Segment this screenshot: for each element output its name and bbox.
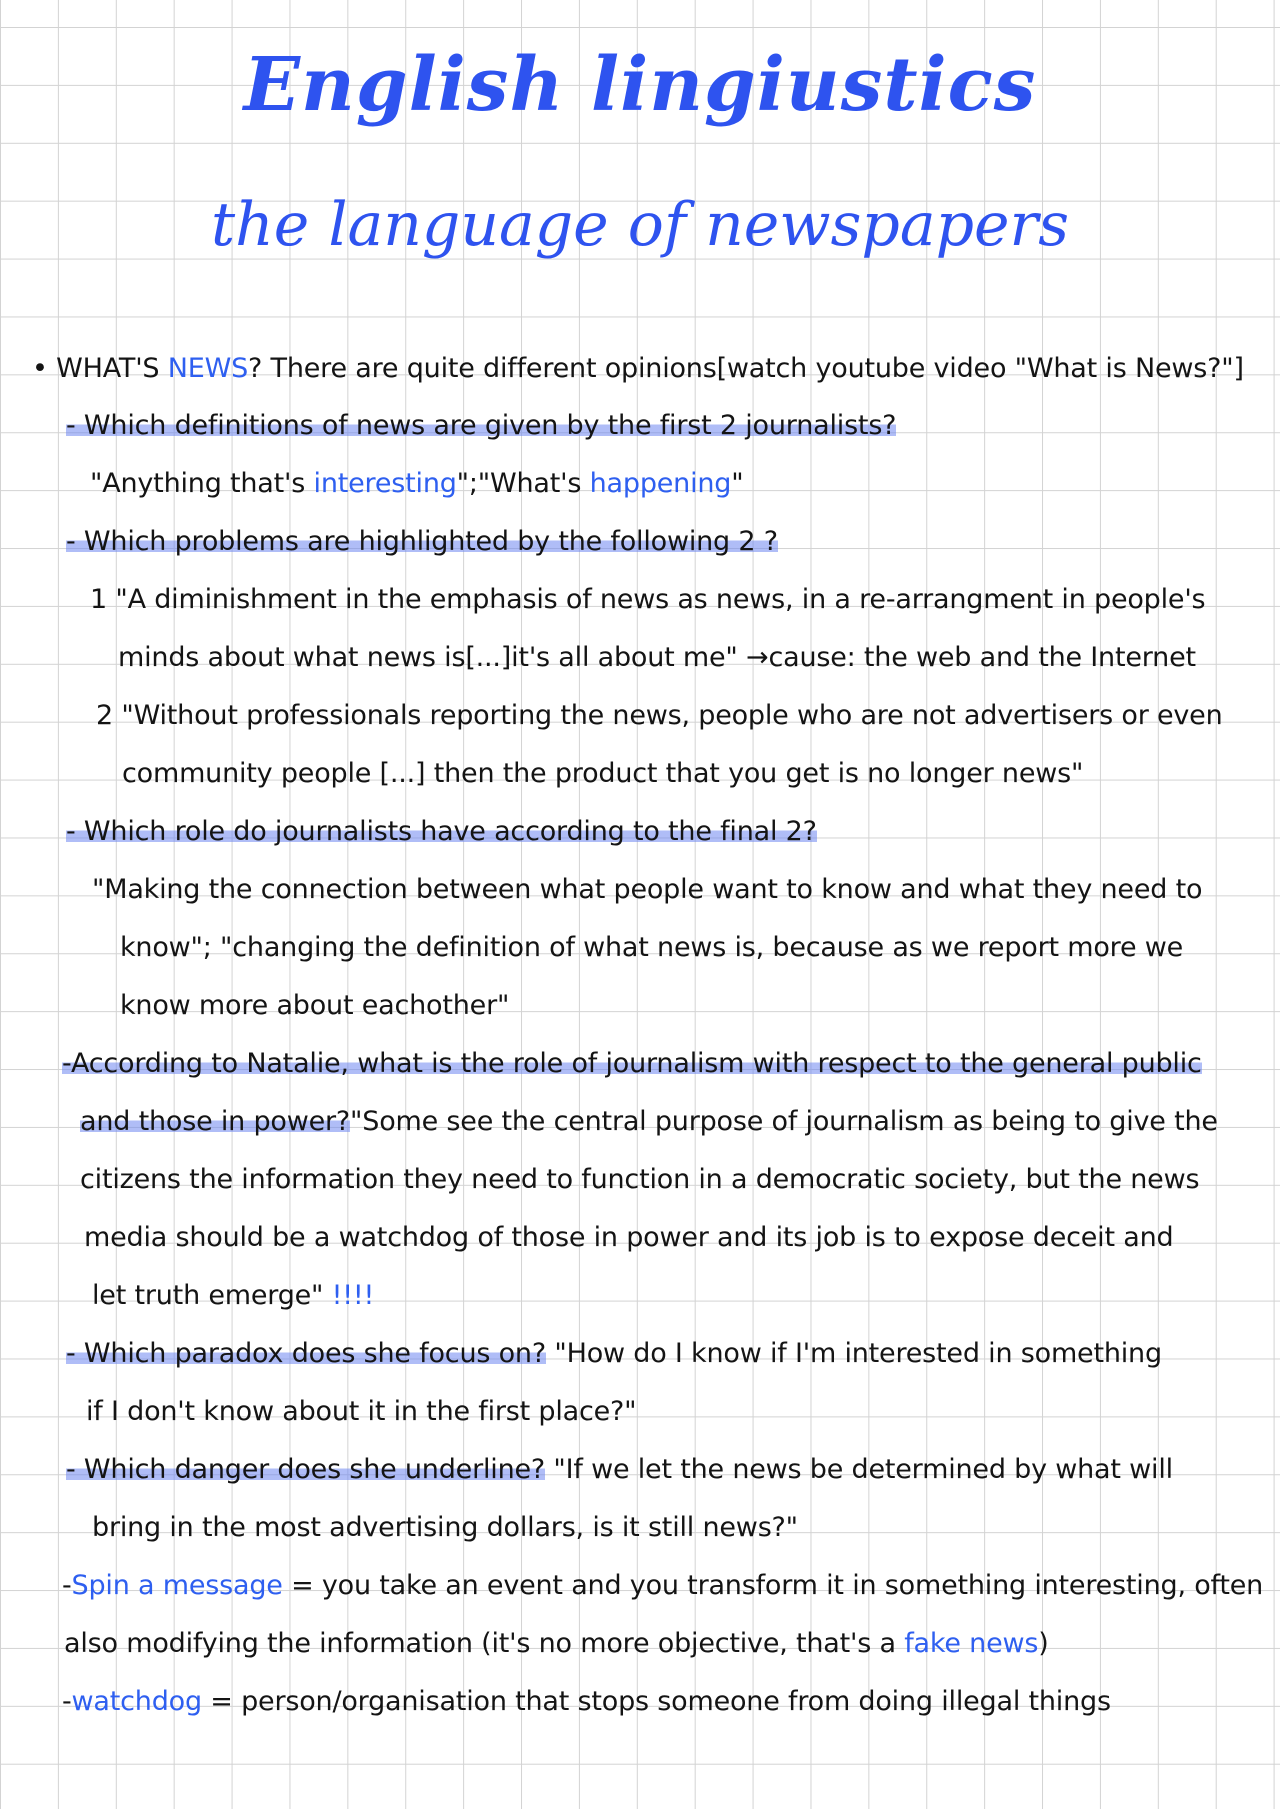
page-title: English lingiustics: [243, 42, 1037, 128]
question-3: - Which role do journalists have according to the final 2?: [66, 816, 817, 847]
question-5: - Which paradox does she focus on? "How do I know if I'm interested in something: [66, 1338, 1162, 1369]
answer-4-line-1: citizens the information they need to function in a democratic society, but the news: [80, 1164, 1200, 1195]
answer-2-item-2: 2 "Without professionals reporting the news, people who are not advertisers or even: [96, 700, 1223, 731]
answer-1: "Anything that's interesting";"What's happening": [90, 468, 744, 499]
term-watchdog: watchdog: [71, 1686, 202, 1717]
answer-6: bring in the most advertising dollars, is it still news?": [92, 1512, 798, 1543]
definition-spin-a-message-cont: also modifying the information (it's no more objective, that's a fake news): [64, 1628, 1049, 1659]
news-intro-line: [32, 351, 1244, 387]
definition-watchdog: -watchdog = person/organisation that stops someone from doing illegal things: [62, 1686, 1111, 1717]
question-2: - Which problems are highlighted by the following 2 ?: [66, 526, 778, 557]
answer-3-line-3: know more about eachother": [120, 990, 510, 1021]
news-intro-text: ? There are quite different opinions[watch youtube video "What is News?"]: [248, 353, 1244, 384]
term-fake-news: fake news: [904, 1628, 1039, 1659]
answer-4-line-3: let truth emerge" !!!!: [92, 1280, 375, 1311]
answer-2-item-1-cont: minds about what news is[...]it's all about me" →cause: the web and the Internet: [118, 642, 1196, 673]
question-6: - Which danger does she underline? "If we let the news be determined by what will: [66, 1454, 1173, 1485]
term-spin-a-message: Spin a message: [71, 1570, 283, 1601]
news-keyword: NEWS: [167, 353, 249, 384]
question-4: -According to Natalie, what is the role of journalism with respect to the general public: [62, 1048, 1202, 1079]
question-1: - Which definitions of news are given by the first 2 journalists?: [66, 410, 897, 441]
answer-4-line-2: media should be a watchdog of those in power and its job is to expose deceit and: [84, 1222, 1174, 1253]
page-subtitle: the language of newspapers: [210, 190, 1070, 260]
answer-2-item-2-cont: community people [...] then the product that you get is no longer news": [122, 758, 1084, 789]
news-heading: WHAT'S: [56, 353, 168, 384]
keyword-happening: happening: [589, 468, 732, 499]
question-4-cont: and those in power?"Some see the central purpose of journalism as being to give the: [80, 1106, 1218, 1137]
bullet: •: [32, 353, 48, 384]
answer-5: if I don't know about it in the first place?": [86, 1396, 637, 1427]
answer-2-item-1: 1 "A diminishment in the emphasis of news as news, in a re-arrangment in people's: [90, 584, 1206, 615]
answer-3-line-2: know"; "changing the definition of what news is, because as we report more we: [120, 932, 1184, 963]
exclamation-marks: !!!!: [331, 1280, 375, 1311]
definition-spin-a-message: -Spin a message = you take an event and you transform it in something interesting, often: [62, 1570, 1264, 1601]
keyword-interesting: interesting: [313, 468, 457, 499]
answer-3-line-1: "Making the connection between what people want to know and what they need to: [92, 874, 1203, 905]
